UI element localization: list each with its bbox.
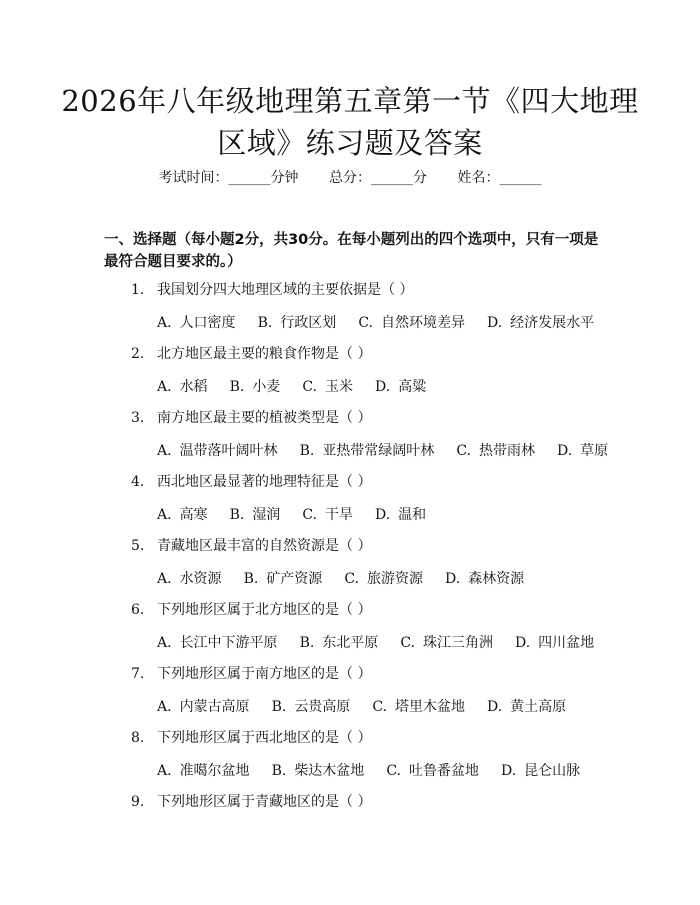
option-letter: C. [344, 571, 359, 587]
question-options [157, 313, 637, 333]
option [157, 633, 278, 653]
option [157, 569, 222, 589]
option-text: 柴达木盆地 [294, 763, 365, 779]
option [300, 633, 379, 653]
option-text: 草原 [580, 443, 609, 459]
option-text: 湿润 [252, 507, 281, 523]
option-text: 昆仑山脉 [524, 763, 581, 779]
option-text: 温带落叶阔叶林 [179, 443, 278, 459]
question-number: 4. [131, 474, 145, 490]
option [230, 505, 281, 525]
option-text: 长江中下游平原 [179, 635, 278, 651]
option [272, 697, 351, 717]
question-options [157, 441, 637, 461]
exam-time: 考试时间：______分钟 [158, 170, 299, 186]
option [157, 441, 278, 461]
question [131, 344, 631, 364]
option-letter: C. [372, 699, 387, 715]
question-number: 5. [131, 538, 145, 554]
option-text: 水资源 [179, 571, 222, 587]
option-letter: A. [157, 507, 172, 523]
option-text: 高寒 [179, 507, 208, 523]
option [375, 505, 426, 525]
option-letter: D. [374, 507, 391, 523]
question-text: 下列地形区属于北方地区的是（ ） [157, 602, 372, 618]
option [157, 697, 250, 717]
title-line-2: 区域》练习题及答案 [217, 126, 483, 160]
option-letter: B. [271, 763, 287, 779]
option [501, 761, 580, 781]
question-text: 青藏地区最丰富的自然资源是（ ） [157, 538, 372, 554]
option [157, 377, 208, 397]
question-options [157, 505, 637, 525]
option-letter: C. [386, 763, 401, 779]
option-letter: B. [299, 443, 315, 459]
option [557, 441, 608, 461]
option-letter: B. [229, 379, 245, 395]
question-text: 下列地形区属于青藏地区的是（ ） [157, 794, 372, 810]
option-text: 热带雨林 [478, 443, 535, 459]
question-number: 8. [131, 730, 145, 746]
question-text: 下列地形区属于南方地区的是（ ） [157, 666, 372, 682]
option-letter: D. [444, 571, 461, 587]
question [131, 728, 631, 748]
option [302, 377, 353, 397]
option-letter: A. [157, 315, 172, 331]
option-text: 东北平原 [322, 635, 379, 651]
option [258, 313, 337, 333]
option [487, 697, 566, 717]
option-text: 黄土高原 [510, 699, 567, 715]
option-text: 小麦 [252, 379, 281, 395]
option-letter: B. [229, 507, 245, 523]
option-letter: B. [299, 635, 315, 651]
option [302, 505, 353, 525]
option [358, 313, 465, 333]
option-letter: C. [358, 315, 373, 331]
option-letter: D. [374, 379, 391, 395]
title-line-1: 2026年八年级地理第五章第一节《四大地理 [61, 84, 639, 118]
option [272, 761, 365, 781]
option-text: 人口密度 [179, 315, 236, 331]
option-text: 玉米 [324, 379, 353, 395]
option-letter: A. [157, 379, 172, 395]
option [157, 313, 236, 333]
question [131, 664, 631, 684]
option-text: 温和 [398, 507, 427, 523]
option-text: 旅游资源 [366, 571, 423, 587]
option [515, 633, 594, 653]
question [131, 600, 631, 620]
option-text: 干旱 [324, 507, 353, 523]
option-text: 森林资源 [468, 571, 525, 587]
option [300, 441, 435, 461]
option-text: 矿产资源 [266, 571, 323, 587]
document-title [60, 80, 640, 164]
option-letter: A. [157, 699, 172, 715]
option-letter: B. [257, 315, 273, 331]
question-number: 7. [131, 666, 145, 682]
option [375, 377, 426, 397]
question-options [157, 761, 637, 781]
question-text: 北方地区最主要的粮食作物是（ ） [157, 346, 372, 362]
option [230, 377, 281, 397]
option-letter: A. [157, 635, 172, 651]
option-text: 珠江三角洲 [422, 635, 493, 651]
option [386, 761, 479, 781]
option-letter: D. [486, 315, 503, 331]
question [131, 536, 631, 556]
option-letter: B. [243, 571, 259, 587]
question-number: 2. [131, 346, 145, 362]
option-text: 吐鲁番盆地 [408, 763, 479, 779]
question [131, 280, 631, 300]
option [344, 569, 423, 589]
option [157, 505, 208, 525]
question-number: 9. [131, 794, 145, 810]
option [400, 633, 493, 653]
exam-total-score: 总分：______分 [329, 170, 427, 186]
option-letter: D. [486, 699, 503, 715]
option-text: 行政区划 [280, 315, 337, 331]
option [456, 441, 535, 461]
question-text: 西北地区最显著的地理特征是（ ） [157, 474, 372, 490]
option [372, 697, 465, 717]
question-options [157, 377, 637, 397]
option-letter: C. [400, 635, 415, 651]
question-options [157, 697, 637, 717]
question-text: 我国划分四大地理区域的主要依据是（ ） [157, 282, 414, 298]
question-options [157, 633, 637, 653]
option-letter: D. [556, 443, 573, 459]
question-options [157, 569, 637, 589]
option-text: 高粱 [398, 379, 427, 395]
option-text: 亚热带常绿阔叶林 [322, 443, 435, 459]
option-letter: C. [302, 507, 317, 523]
option [487, 313, 594, 333]
option-letter: D. [500, 763, 517, 779]
question [131, 472, 631, 492]
option-text: 塔里木盆地 [394, 699, 465, 715]
option-letter: A. [157, 763, 172, 779]
option-text: 经济发展水平 [510, 315, 595, 331]
option-text: 内蒙古高原 [179, 699, 250, 715]
option [244, 569, 323, 589]
question-text: 下列地形区属于西北地区的是（ ） [157, 730, 372, 746]
option-text: 准噶尔盆地 [179, 763, 250, 779]
student-name: 姓名：______ [457, 170, 542, 186]
option-text: 自然环境差异 [380, 315, 465, 331]
question-number: 6. [131, 602, 145, 618]
option [157, 761, 250, 781]
option-letter: C. [302, 379, 317, 395]
option-letter: D. [514, 635, 531, 651]
option-letter: C. [456, 443, 471, 459]
question [131, 408, 631, 428]
question-number: 1. [131, 282, 145, 298]
exam-info [0, 168, 700, 188]
option [445, 569, 524, 589]
question-number: 3. [131, 410, 145, 426]
option-letter: A. [157, 443, 172, 459]
option-letter: A. [157, 571, 172, 587]
question [131, 792, 631, 812]
option-text: 云贵高原 [294, 699, 351, 715]
option-text: 四川盆地 [538, 635, 595, 651]
option-text: 水稻 [179, 379, 208, 395]
option-letter: B. [271, 699, 287, 715]
question-text: 南方地区最主要的植被类型是（ ） [157, 410, 372, 426]
section-heading: 一、选择题（每小题2分，共30分。在每小题列出的四个选项中，只有一项是最符合题目要求的。） [104, 232, 599, 270]
